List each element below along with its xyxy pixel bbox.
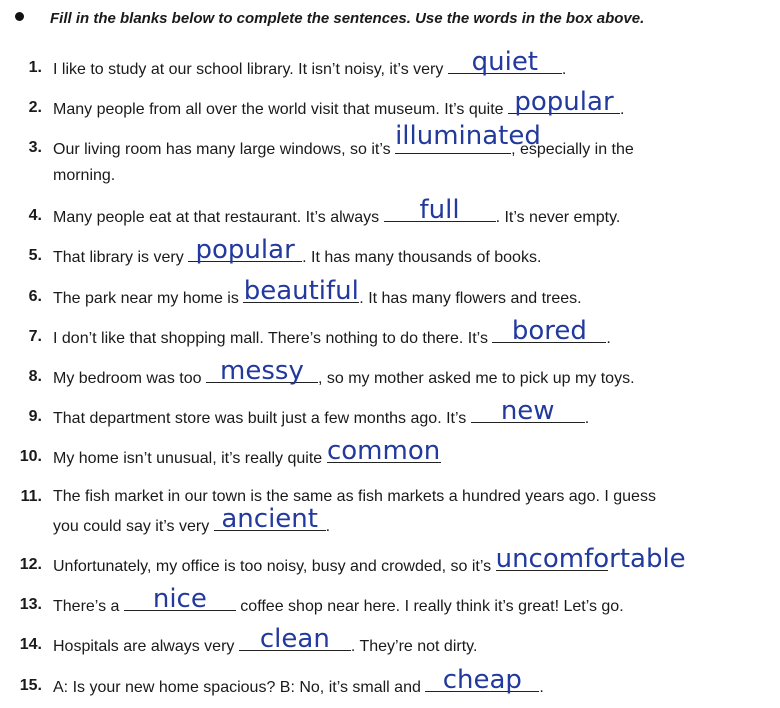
sentence-text: I like to study at our school library. It isn’t noisy, it’s very [53,61,448,78]
handwritten-answer: ancient [221,504,318,534]
item-number: 11. [20,488,42,505]
answer-blank[interactable] [425,665,539,695]
sentence-text: Unfortunately, my office is too noisy, busy and crowded, so it’s [53,558,496,575]
sentence-text-end: . [561,61,567,78]
handwritten-answer: uncomfortable [495,544,686,574]
item-number: 3. [28,139,42,156]
answer-blank[interactable] [384,195,496,225]
handwritten-answer: clean [259,624,330,654]
handwritten-answer: cheap [442,665,522,695]
sentence-text: There’s a [53,598,124,615]
answer-blank[interactable] [326,436,441,466]
handwritten-answer: nice [152,584,207,614]
handwritten-answer: quiet [471,47,539,77]
handwritten-answer: new [500,396,555,426]
answer-blank[interactable] [395,121,541,154]
item-number: 12. [19,556,42,573]
answer-blank[interactable] [239,624,351,654]
item-number: 10. [19,448,42,465]
item-number: 15. [19,677,42,694]
answer-blank[interactable] [243,276,359,306]
handwritten-answer: beautiful [243,276,359,306]
item-number: 6. [28,288,42,305]
handwritten-answer: messy [220,356,304,386]
sentence-text: morning. [53,167,116,184]
handwritten-answer: illuminated [395,121,541,151]
answer-blank[interactable] [214,504,326,534]
sentence-text-end: . They’re not dirty. [350,638,478,655]
sentence-text: My bedroom was too [53,370,206,387]
sentence-text: I don’t like that shopping mall. There’s nothing to do there. It’s [53,330,493,347]
sentence-text: That library is very [53,249,189,266]
item-number: 8. [28,368,42,385]
answer-blank[interactable] [448,47,562,77]
sentence-text-end: . [606,330,611,347]
handwritten-answer: full [419,195,460,225]
answer-blank[interactable] [492,316,606,346]
sentence-text-end: . It has many thousands of books. [302,249,542,266]
sentence-text: The park near my home is [53,290,244,307]
sentence-text: you could say it’s very [53,518,214,535]
sentence-text-end: . [539,679,544,696]
answer-blank[interactable] [495,544,686,574]
answer-blank[interactable] [124,584,236,614]
item-number: 13. [19,596,42,613]
sentence-text: Hospitals are always very [53,638,239,655]
item-number: 14. [19,636,42,653]
instruction-text: Fill in the blanks below to complete the sentences. Use the words in the box above. [50,10,645,27]
sentence-text-end: . It has many flowers and trees. [359,290,582,307]
sentence-text-end: . [584,410,590,427]
bullet-icon [15,12,24,21]
handwritten-answer: popular [514,87,614,117]
sentence-text: That department store was built just a few months ago. It’s [53,410,471,427]
answer-blank[interactable] [508,87,620,117]
answer-blank[interactable] [471,396,585,426]
answer-blank[interactable] [188,235,302,265]
handwritten-answer: bored [511,316,587,346]
sentence-text: Many people from all over the world visit that museum. It’s quite [53,101,509,118]
sentence-text: My home isn’t unusual, it’s really quite [53,450,327,467]
sentence-text-end: . [325,518,331,535]
item-number: 9. [28,408,42,425]
instructions [15,10,644,27]
sentence-text-end: , especially in the [511,141,634,158]
sentence-text-end: . [620,101,625,118]
sentence-text-end: coffee shop near here. I really think it’s great! Let’s go. [235,598,624,615]
item-number: 7. [28,328,42,345]
item-number: 5. [28,247,42,264]
sentence-text: Many people eat at that restaurant. It’s always [53,209,384,226]
item-number: 4. [28,207,42,224]
sentence-text-end: . It’s never empty. [495,209,621,226]
handwritten-answer: popular [195,235,295,265]
answer-blank[interactable] [206,356,318,386]
sentence-text: The fish market in our town is the same as fish markets a hundred years ago. I guess [53,488,656,505]
handwritten-answer: common [326,436,441,466]
sentence-text: A: Is your new home spacious? B: No, it’s small and [53,679,426,696]
item-number: 1. [28,59,42,76]
item-number: 2. [28,99,42,116]
sentence-text-end: , so my mother asked me to pick up my toys. [317,370,635,387]
sentence-text: Our living room has many large windows, so it’s [53,141,396,158]
